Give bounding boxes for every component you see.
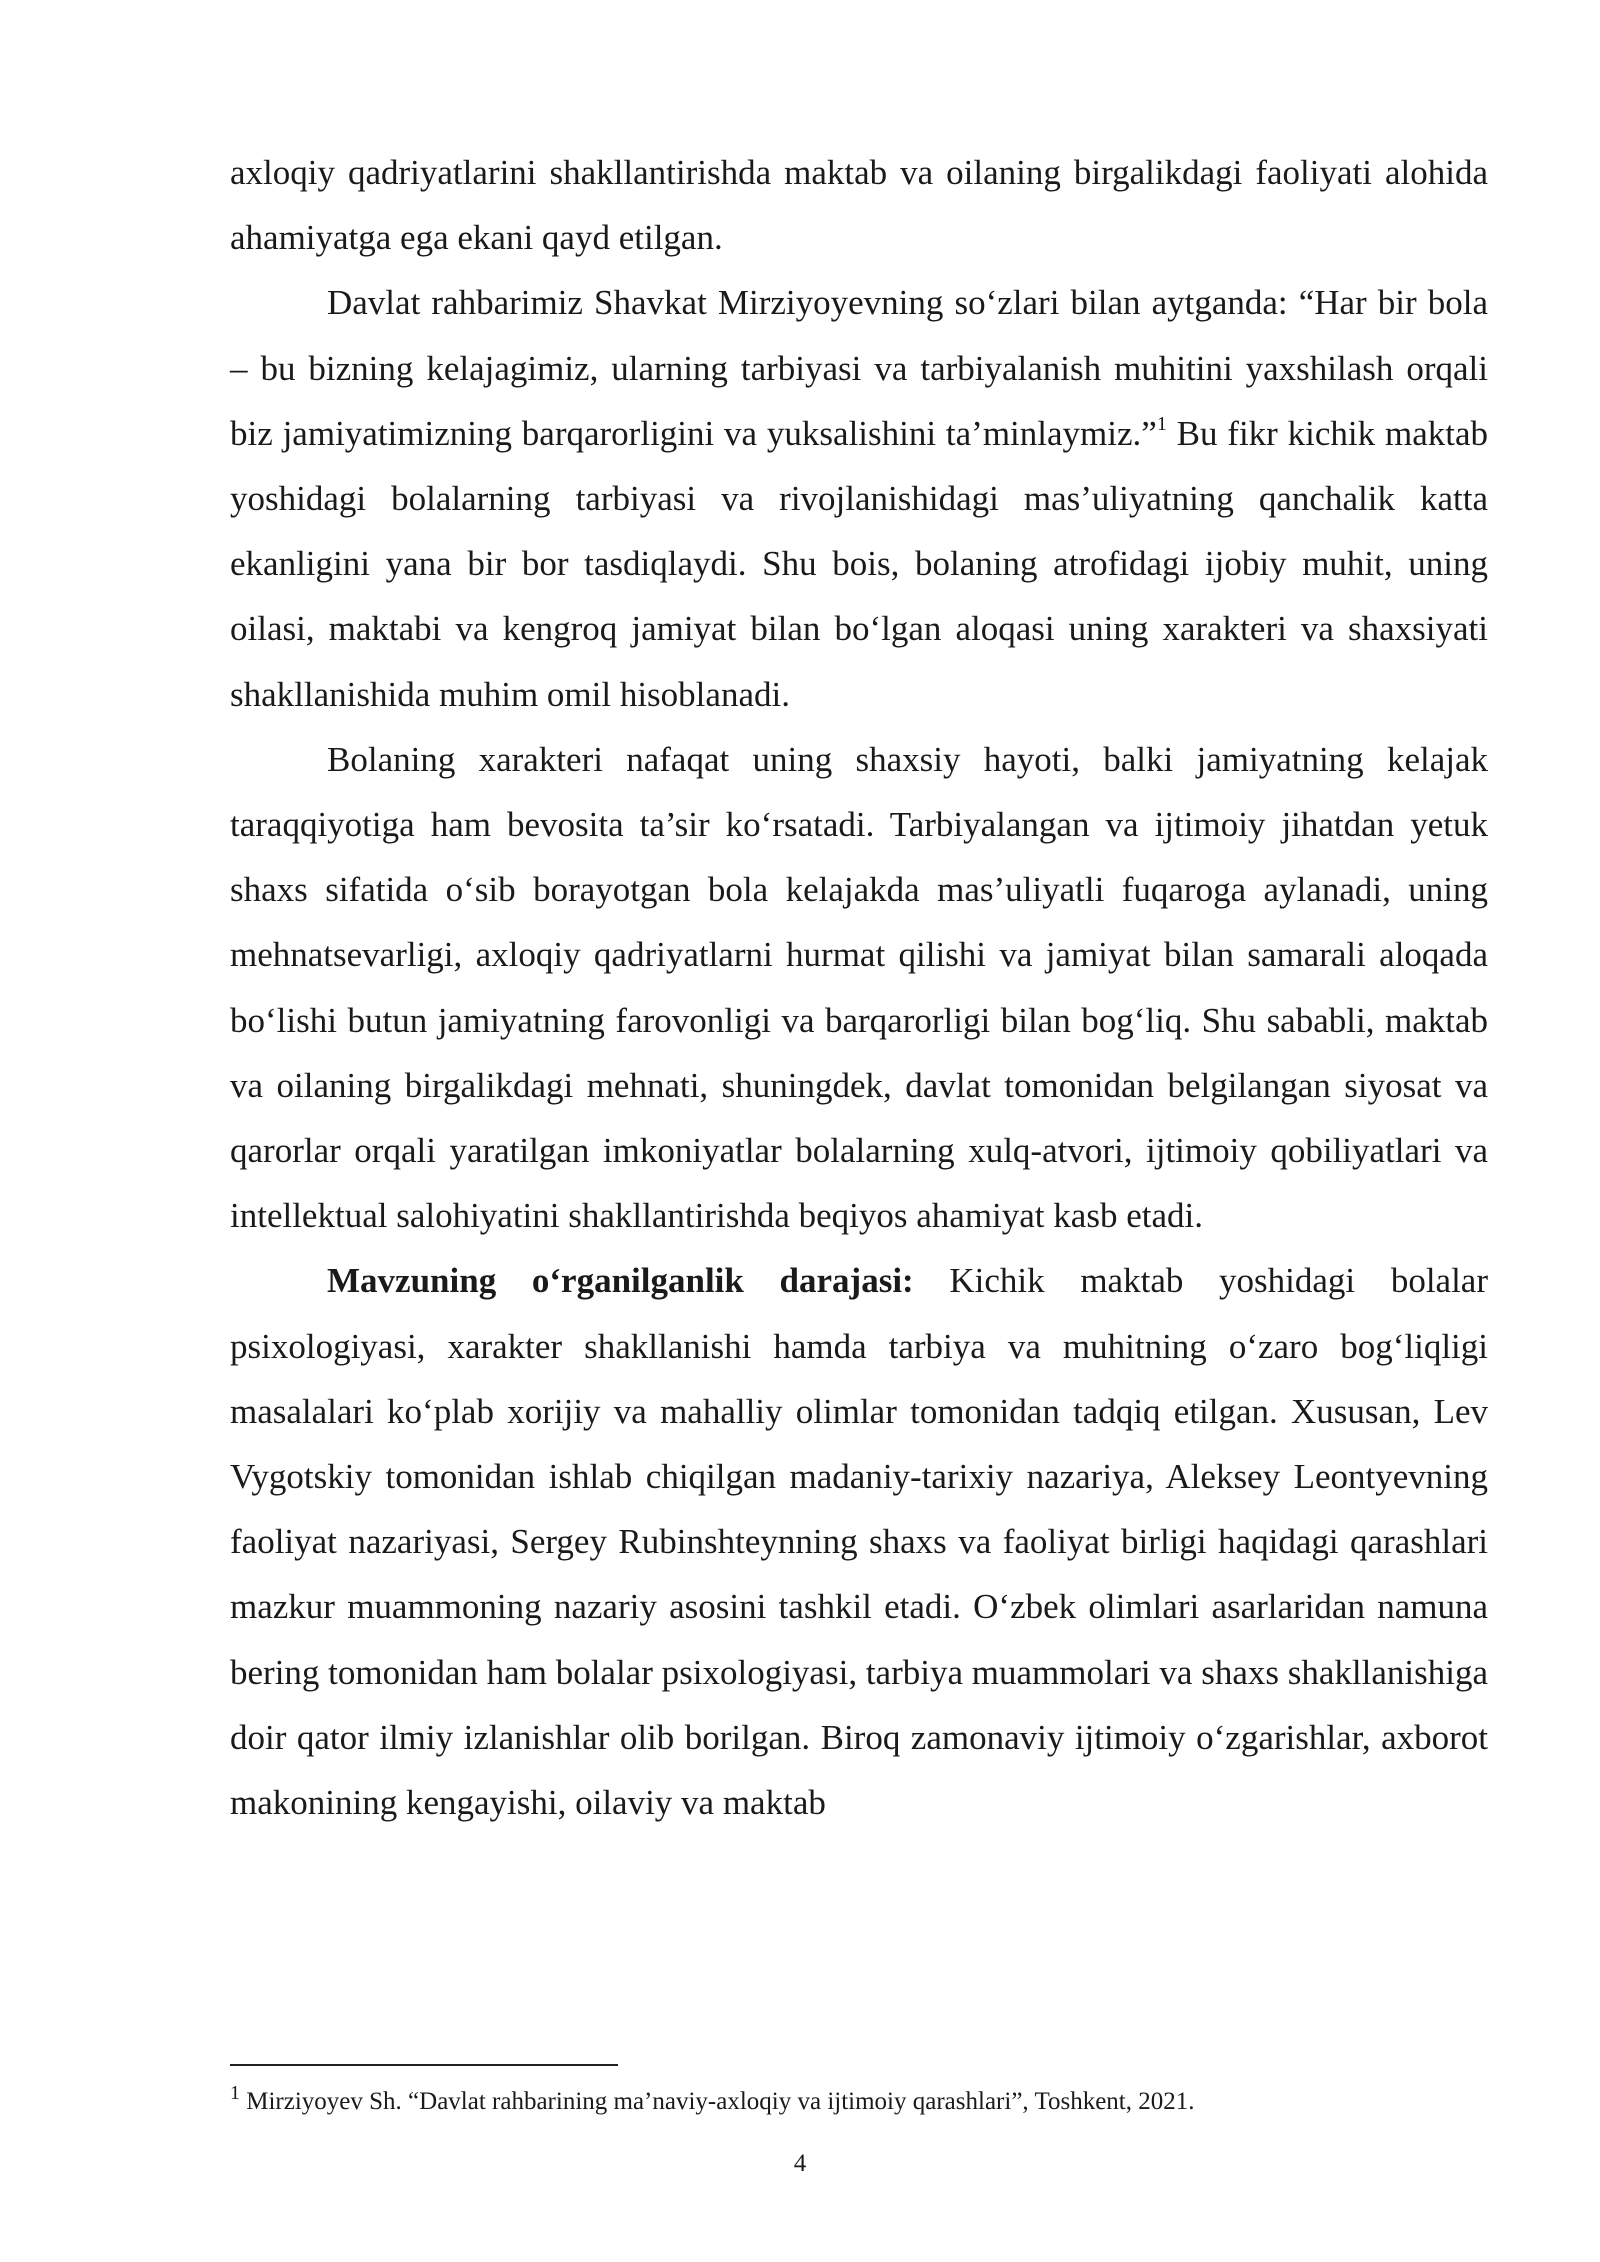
footnote — [230, 2082, 1488, 2118]
quote-text: Davlat rahbarimiz Shavkat Mirziyoyevning so‘zlari bilan aytganda: “Har bir bola – bu bizning kelajagimiz, ularning tarbiyasi va tarbiyalanish muhitini yaxshilash orqali biz jamiyatimizning barqarorligini va yuksalishini ta’minlaymiz.” — [230, 283, 1488, 453]
paragraph-character-society: Bolaning xarakteri nafaqat uning shaxsiy hayoti, balki jamiyatning kelajak taraqqiyotiga ham bevosita ta’sir ko‘rsatadi. Tarbiyalangan va ijtimoiy jihatdan yetuk shaxs sifatida o‘sib borayotgan bola kelajakda mas’uliyatli fuqaroga aylanadi, uning mehnatsevarligi, axloqiy qadriyatlarni hurmat qilishi va jamiyat bilan samarali aloqada bo‘lishi butun jamiyatning farovonligi va barqarorligi bilan bog‘liq. Shu sababli, maktab va oilaning birgalikdagi mehnati, shuningdek, davlat tomonidan belgilangan siyosat va qarorlar orqali yaratilgan imkoniyatlar bolalarning xulq-atvori, ijtimoiy qobiliyatlari va intellektual salohiyatini shakllantirishda beqiyos ahamiyat kasb etadi. — [230, 739, 1488, 1236]
body-text — [230, 140, 1488, 1835]
paragraph-continuation: axloqiy qadriyatlarini shakllantirishda maktab va oilaning birgalikdagi faoliyati alohida ahamiyatga ega ekani qayd etilgan. — [230, 153, 1488, 258]
footnote-separator — [230, 2064, 618, 2066]
page-number: 4 — [793, 2150, 807, 2177]
quote-commentary: Bu fikr kichik maktab yoshidagi bolalarning tarbiyasi va rivojlanishidagi mas’uliyatning qanchalik katta ekanligini yana bir bor tasdiqlaydi. Shu bois, bolaning atrofidagi ijobiy muhit, uning oilasi, maktabi va kengroq jamiyat bilan bo‘lgan aloqasi uning xarakteri va shaxsiyati shakllanishida muhim omil hisoblanadi. — [230, 413, 1488, 714]
footnote-text: Mirziyoyev Sh. “Davlat rahbarining ma’naviy-axloqiy va ijtimoiy qarashlari”, Toshkent, 2021. — [240, 2088, 1195, 2115]
paragraph-research-level — [230, 1248, 1488, 1835]
section-heading-inline: Mavzuning o‘rganilganlik darajasi: — [327, 1261, 914, 1301]
paragraph-president-quote — [230, 270, 1488, 726]
research-level-text: Kichik maktab yoshidagi bolalar psixologiyasi, xarakter shakllanishi hamda tarbiya va muhitning o‘zaro bog‘liqligi masalalari ko‘plab xorijiy va mahalliy olimlar tomonidan tadqiq etilgan. Xususan, Lev Vygotskiy tomonidan ishlab chiqilgan madaniy-tarixiy nazariya, Aleksey Leontyevning faoliyat nazariyasi, Sergey Rubinshteynning shaxs va faoliyat birligi haqidagi qarashlari mazkur muammoning nazariy asosini tashkil etadi. O‘zbek olimlari asarlaridan namuna bering tomonidan ham bolalar psixologiyasi, tarbiya muammolari va shaxs shakllanishiga doir qator ilmiy izlanishlar olib borilgan. Biroq zamonaviy ijtimoiy o‘zgarishlar, axborot makonining kengayishi, oilaviy va maktab — [230, 1261, 1488, 1823]
footnote-reference[interactable]: 1 — [1156, 412, 1167, 435]
footnote-marker: 1 — [230, 2082, 240, 2104]
